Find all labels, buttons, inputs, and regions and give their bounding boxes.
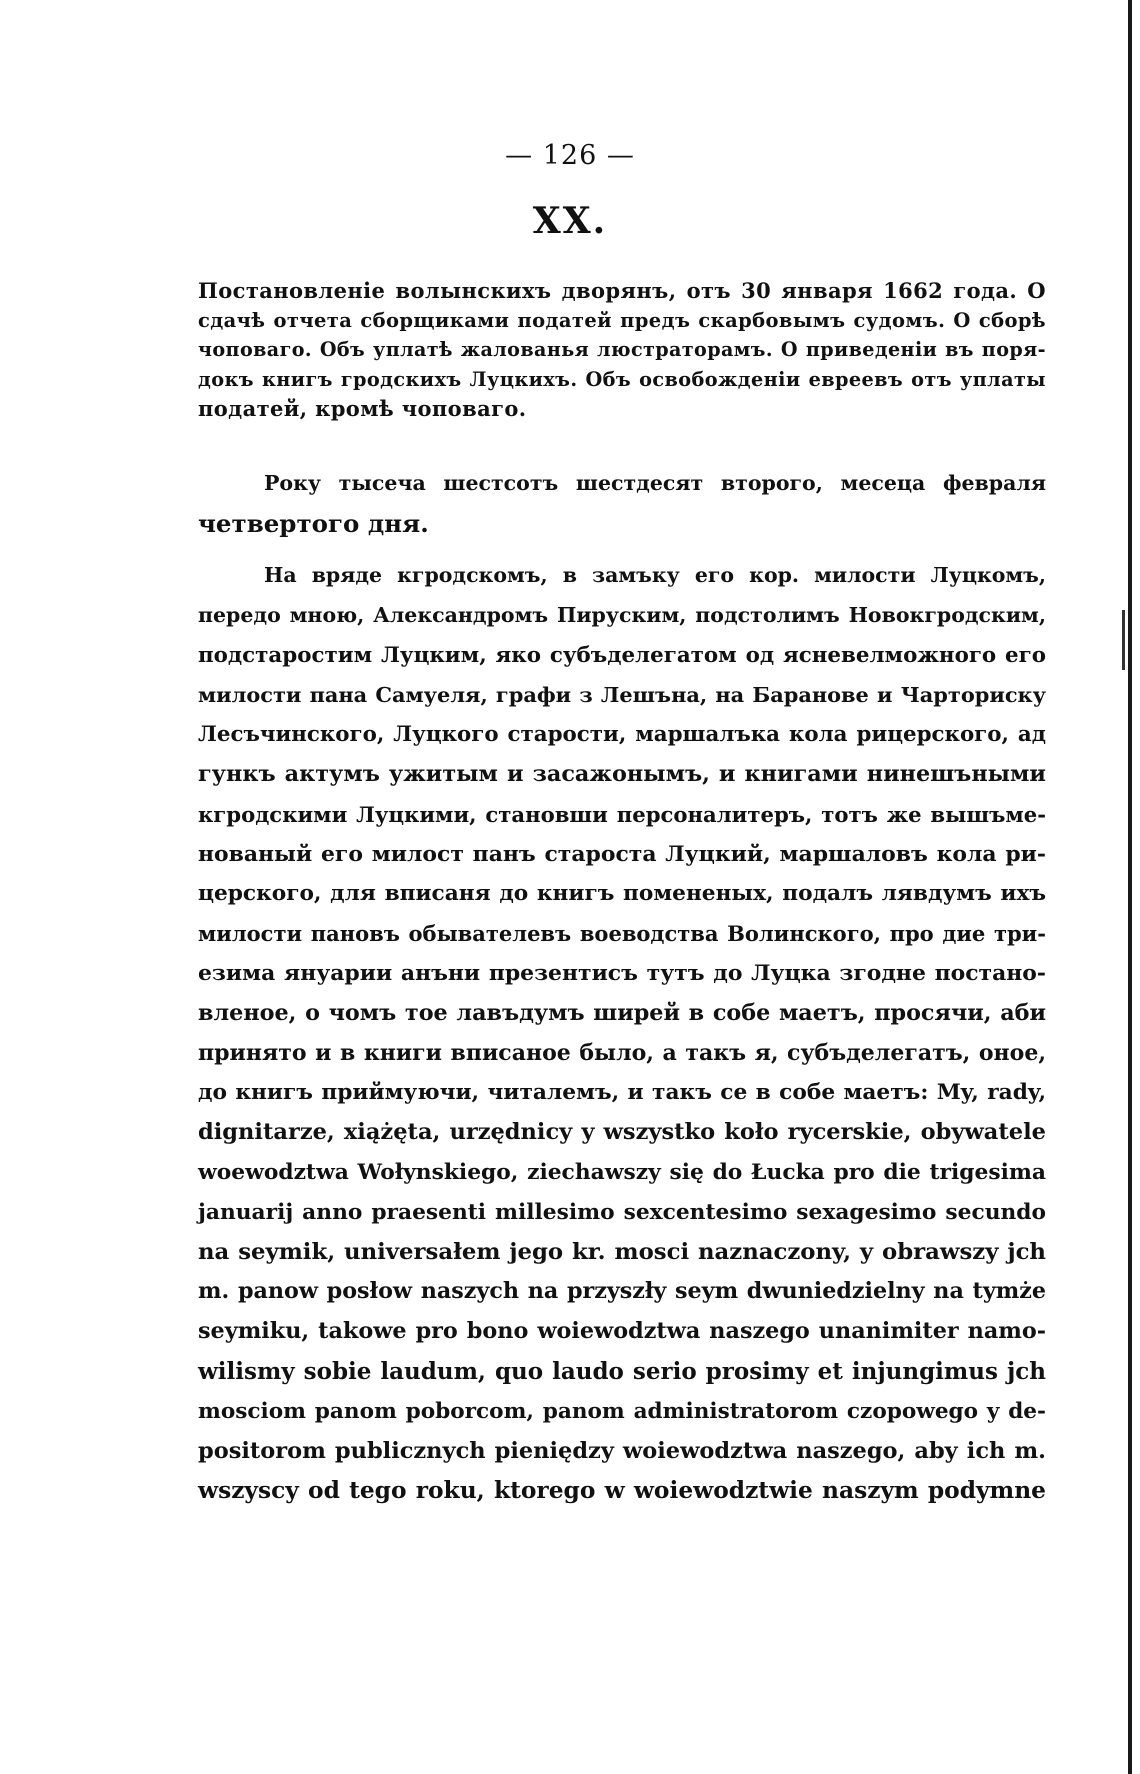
text-line: подстаростим Луцким, яко субъделегатом од ясневелможного его xyxy=(198,642,1046,668)
text-line: mosciom panom poborcom, panom administratorom czopowego y de- xyxy=(198,1398,1046,1424)
page-number: — 126 — xyxy=(505,140,635,171)
text-line: na seymik, universałem jego kr. mosci naznaczony, y obrawszy jch xyxy=(198,1238,1046,1265)
text-line: передо мною, Александромъ Пируским, подстолимъ Новокгродским, xyxy=(198,602,1046,627)
text-line: кгродскими Луцкими, становши персоналитеръ, тотъ же вышъме- xyxy=(198,801,1046,827)
text-line: милости пана Самуеля, графи з Лешъна, на Баранове и Чарториску xyxy=(198,682,1046,708)
text-line: На вряде кгродскомъ, в замъку его кор. милости Луцкомъ, xyxy=(264,563,1046,587)
summary-line: податей, кромѣ чоповаго. xyxy=(198,396,527,421)
text-line: четвертого дня. xyxy=(198,508,429,538)
page-edge-mark xyxy=(1122,610,1125,670)
document-summary xyxy=(198,276,1046,424)
text-line: до книгъ приймуючи, читалемъ, и такъ се в собе маетъ: My, rady, xyxy=(198,1080,1046,1106)
text-line: церского, для вписаня до книгъ помененых, подалъ лявдумъ ихъ xyxy=(198,881,1046,907)
date-paragraph xyxy=(198,464,1046,544)
text-line: januarij anno praesenti millesimo sexcentesimo sexagesimo secundo xyxy=(198,1199,1046,1225)
text-line: езима януарии анъни презентисъ тутъ до Луцка згодне постано- xyxy=(198,959,1046,986)
page-edge-line xyxy=(1128,0,1132,1774)
section-title: XX. xyxy=(532,200,608,242)
summary-line: сдачѣ отчета сборщиками податей предъ скарбовымъ судомъ. О сборѣ xyxy=(198,308,1046,332)
text-line: wilismy sobie laudum, quo laudo serio prosimy et injungimus jch xyxy=(198,1357,1046,1385)
text-line: m. panow posłow naszych na przyszły seym dwuniedzielny na tymże xyxy=(198,1278,1046,1305)
text-line: seymiku, takowe pro bono woiewodztwa naszego unanimiter namo- xyxy=(198,1318,1046,1345)
text-line: милости пановъ обывателевъ воеводства Волинского, про дие три- xyxy=(198,921,1046,947)
main-paragraph xyxy=(198,556,1046,1511)
text-line: принято и в книги вписаное было, а такъ я, субъделегатъ, оное, xyxy=(198,1039,1046,1066)
text-line: Лесъчинского, Луцкого старости, маршалъка кола рицерского, ад xyxy=(198,722,1046,748)
summary-line: чоповаго. Объ уплатѣ жалованья люстраторамъ. О приведеніи въ поря- xyxy=(198,338,1046,361)
text-line: гункъ актумъ ужитым и засажонымъ, и книгами нинешъными xyxy=(198,760,1046,787)
summary-line: Постановленіе волынскихъ дворянъ, отъ 30 января 1662 года. О xyxy=(198,278,1046,303)
text-line: positorom publicznych pieniędzy woiewodztwa naszego, aby ich m. xyxy=(198,1437,1046,1464)
text-line: Року тысеча шестсотъ шестдесят второго, месеца февраля xyxy=(264,471,1046,495)
summary-line: докъ книгъ гродскихъ Луцкихъ. Объ освобожденіи евреевъ отъ уплаты xyxy=(198,367,1046,391)
text-line: вленое, о чомъ тое лавъдумъ ширей в собе маетъ, просячи, аби xyxy=(198,999,1046,1026)
text-line: dignitarze, xiążęta, urzędnicy y wszystko koło rycerskie, obywatele xyxy=(198,1119,1046,1146)
text-line: нованый его милост панъ староста Луцкий, маршаловъ кола ри- xyxy=(198,840,1046,867)
text-line: wszyscy od tego roku, ktorego w woiewodztwie naszym podymne xyxy=(198,1477,1046,1505)
text-line: woewodztwa Wołynskiego, ziechawszy się do Łucka pro die trigesima xyxy=(198,1159,1046,1185)
